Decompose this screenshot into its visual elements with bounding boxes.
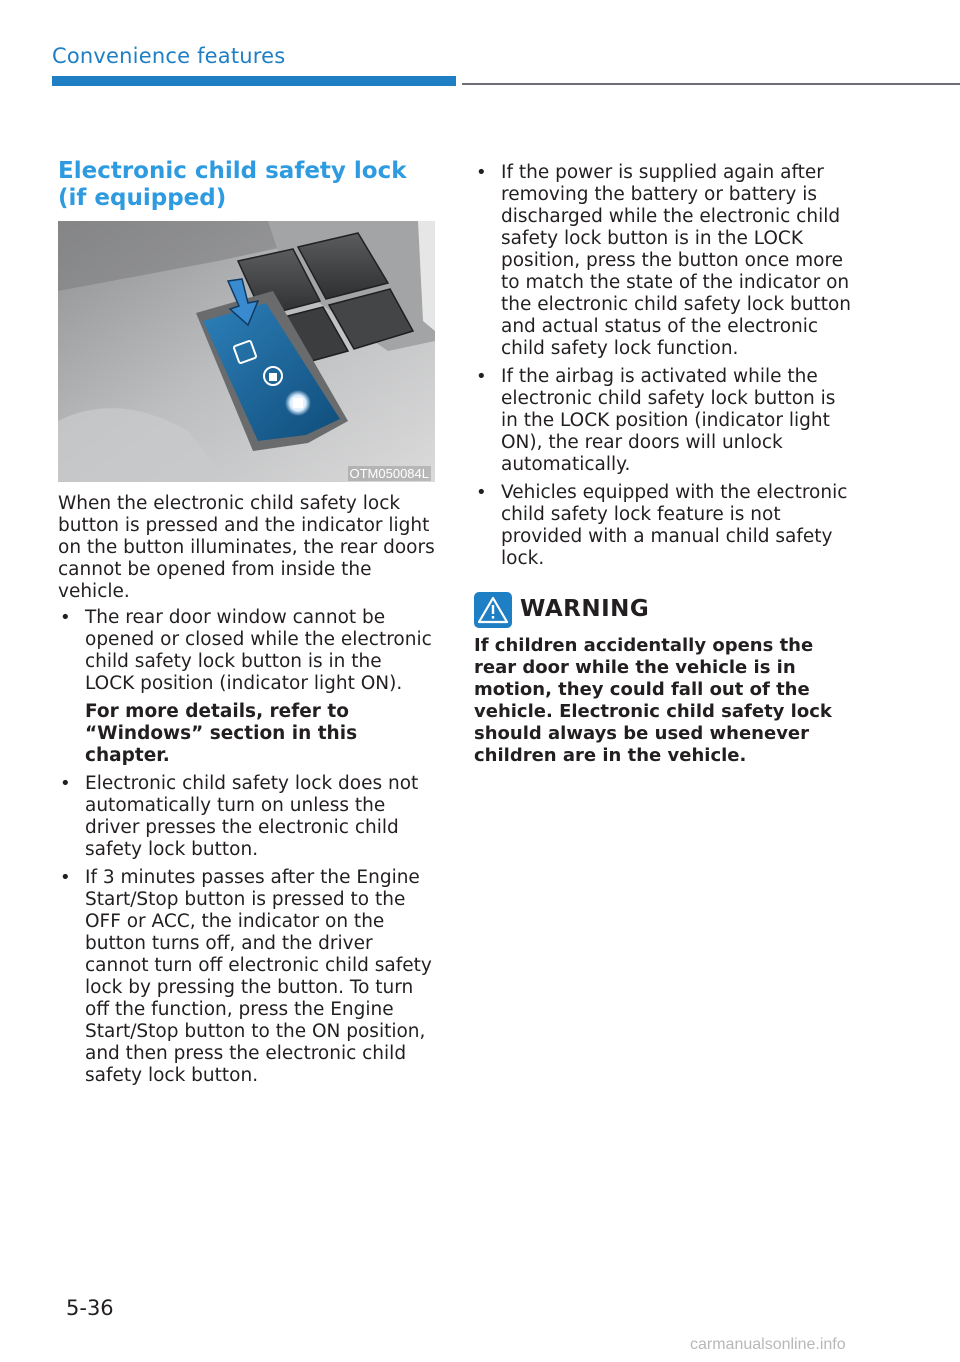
warning-heading (474, 592, 852, 628)
list-item (58, 773, 436, 861)
header-title: Convenience features (52, 44, 286, 68)
list-item-text: If 3 minutes passes after the Engine Start/Stop button is pressed to the OFF or ACC, the indicator on the button turns off, and the driver cannot turn off electronic child safety lock by pressing the button. To turn off the function, press the Engine Start/Stop button to the ON position, and then press the electronic child safety lock button. (85, 867, 432, 1086)
page-number: 5-36 (66, 1296, 114, 1320)
child-lock-figure (58, 221, 435, 482)
list-item-text: If the power is supplied again after removing the battery or battery is discharged while the electronic child safety lock button is in the LOCK position, press the button once more to match the state of the indicator on the electronic child safety lock button and actual status of the electronic child safety lock function. (501, 162, 852, 359)
list-item (474, 482, 852, 570)
list-item (58, 607, 436, 767)
intro-paragraph: When the electronic child safety lock button is pressed and the indicator light on the button illuminates, the rear doors cannot be opened from inside the vehicle. (58, 493, 435, 602)
list-item-text: The rear door window cannot be opened or closed while the electronic child safety lock button is in the LOCK position (indicator light ON). (85, 607, 432, 694)
list-item (474, 366, 852, 476)
warning-label: WARNING (520, 596, 650, 622)
list-item (58, 867, 436, 1087)
header-rule (462, 83, 960, 85)
bullet-icon: • (476, 162, 487, 183)
figure-caption: OTM050084L (349, 466, 429, 481)
warning-triangle-icon (474, 592, 512, 628)
list-item-note: For more details, refer to “Windows” section in this chapter. (85, 701, 358, 766)
list-item-text: Electronic child safety lock does not automatically turn on unless the driver presses the electronic child safety lock button. (85, 773, 419, 860)
warning-text: If children accidentally opens the rear door while the vehicle is in motion, they could fall out of the vehicle. Electronic child safety lock should always be used whenever children are in the vehicle. (474, 635, 832, 766)
header-accent-bar (52, 76, 456, 86)
watermark: carmanualsonline.info (690, 1336, 846, 1353)
section-title: Electronic child safety lock (if equipped) (58, 158, 407, 211)
bullet-list-right (474, 162, 852, 576)
bullet-list-left (58, 607, 436, 1093)
list-item-text: Vehicles equipped with the electronic child safety lock feature is not provided with a manual child safety lock. (501, 482, 848, 569)
door-panel-illustration (58, 221, 435, 482)
list-item-text: If the airbag is activated while the electronic child safety lock button is in the LOCK position (indicator light ON), the rear doors will unlock automatically. (501, 366, 836, 475)
bullet-icon: • (60, 607, 71, 628)
list-item (474, 162, 852, 360)
bullet-icon: • (60, 867, 71, 888)
bullet-icon: • (476, 366, 487, 387)
bullet-icon: • (60, 773, 71, 794)
bullet-icon: • (476, 482, 487, 503)
